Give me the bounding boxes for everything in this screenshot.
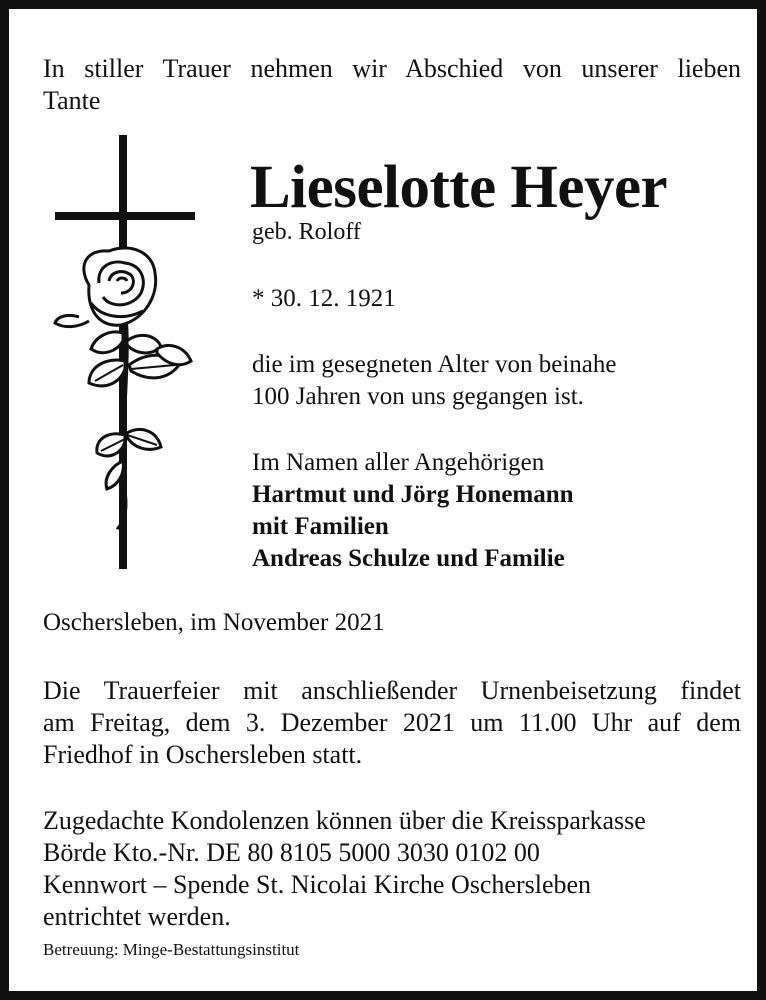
cross-with-rose-icon (49, 135, 199, 571)
intro-line-2: Tante (43, 86, 101, 115)
ceremony-text (43, 675, 741, 771)
ceremony-line-1: Die Trauerfeier mit anschließender Urnenbeisetzung findet (43, 676, 741, 705)
ceremony-line-2: am Freitag, dem 3. Dezember 2021 um 11.00 Uhr auf dem (43, 708, 741, 737)
funeral-service: Betreuung: Minge-Bestattungsinstitut (43, 940, 300, 959)
mourner-line-3: Andreas Schulze und Familie (252, 545, 565, 572)
intro-line-1: In stiller Trauer nehmen wir Abschied von unserer lieben (43, 54, 741, 83)
mourner-line-1: Hartmut und Jörg Honemann (252, 481, 574, 508)
age-text (252, 349, 616, 413)
mourner-line-2: mit Familien (252, 513, 389, 540)
condolence-line-3: Kennwort – Spende St. Nicolai Kirche Oschersleben (43, 870, 592, 899)
condolence-line-1: Zugedachte Kondolenzen können über die Kreissparkasse (43, 806, 646, 835)
birth-name: geb. Roloff (252, 219, 361, 245)
condolence-text (43, 805, 741, 933)
birth-date: * 30. 12. 1921 (252, 285, 396, 312)
intro-text (43, 53, 741, 117)
age-line-2: 100 Jahren von uns gegangen ist. (252, 383, 584, 410)
ceremony-line-3: Friedhof in Oschersleben statt. (43, 740, 363, 769)
mourners-block (252, 447, 574, 575)
condolence-line-4: entrichtet werden. (43, 902, 231, 931)
deceased-name: Lieselotte Heyer (250, 154, 668, 221)
place-date: Oschersleben, im November 2021 (43, 609, 385, 636)
condolence-line-2: Börde Kto.-Nr. DE 80 8105 5000 3030 0102 00 (43, 838, 540, 867)
mourners-intro: Im Namen aller Angehörigen (252, 449, 545, 476)
age-line-1: die im gesegneten Alter von beinahe (252, 351, 617, 378)
